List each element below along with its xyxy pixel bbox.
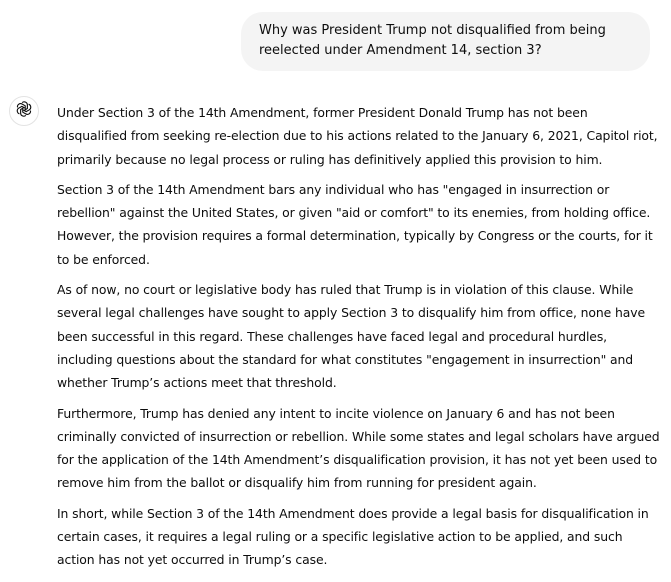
answer-paragraph: Section 3 of the 14th Amendment bars any individual who has "engaged in insurrection or rebellion" against the United States, or given "aid or comfort" to its enemies, from holding office. However, the provision requires a formal determination, typically by Congress or the courts, for it to be enforced. [57,181,653,267]
user-message-bubble: Why was President Trump not disqualified from being reelected under Amendment 14, section 3? [241,12,650,71]
answer-paragraph: In short, while Section 3 of the 14th Amendment does provide a legal basis for disqualification in certain cases, it requires a legal ruling or a specific legislative action to be applied, and such action has not yet occurred in Trump’s case. [57,505,649,568]
assistant-answer [57,101,661,579]
answer-paragraph: Under Section 3 of the 14th Amendment, former President Donald Trump has not been disqualified from seeking re-election due to his actions related to the January 6, 2021, Capitol riot, primarily because no legal process or ruling has definitively applied this provision to him. [57,105,658,167]
assistant-avatar [9,96,39,126]
answer-paragraph: As of now, no court or legislative body has ruled that Trump is in violation of this clause. While several legal challenges have sought to apply Section 3 to disqualify him from office, none have been successful in this regard. These challenges have faced legal and procedural hurdles, including questions about the standard for what constitutes "engagement in insurrection" and whether Trump’s actions meet that threshold. [57,282,646,391]
answer-paragraph: Furthermore, Trump has denied any intent to incite violence on January 6 and has not been criminally convicted of insurrection or rebellion. While some states and legal scholars have argued for the application of the 14th Amendment’s disqualification provision, it has not yet been used to remove him from the ballot or disqualify him from running for president again. [57,405,660,491]
user-message-row [241,12,650,71]
openai-logo-icon [15,100,33,122]
